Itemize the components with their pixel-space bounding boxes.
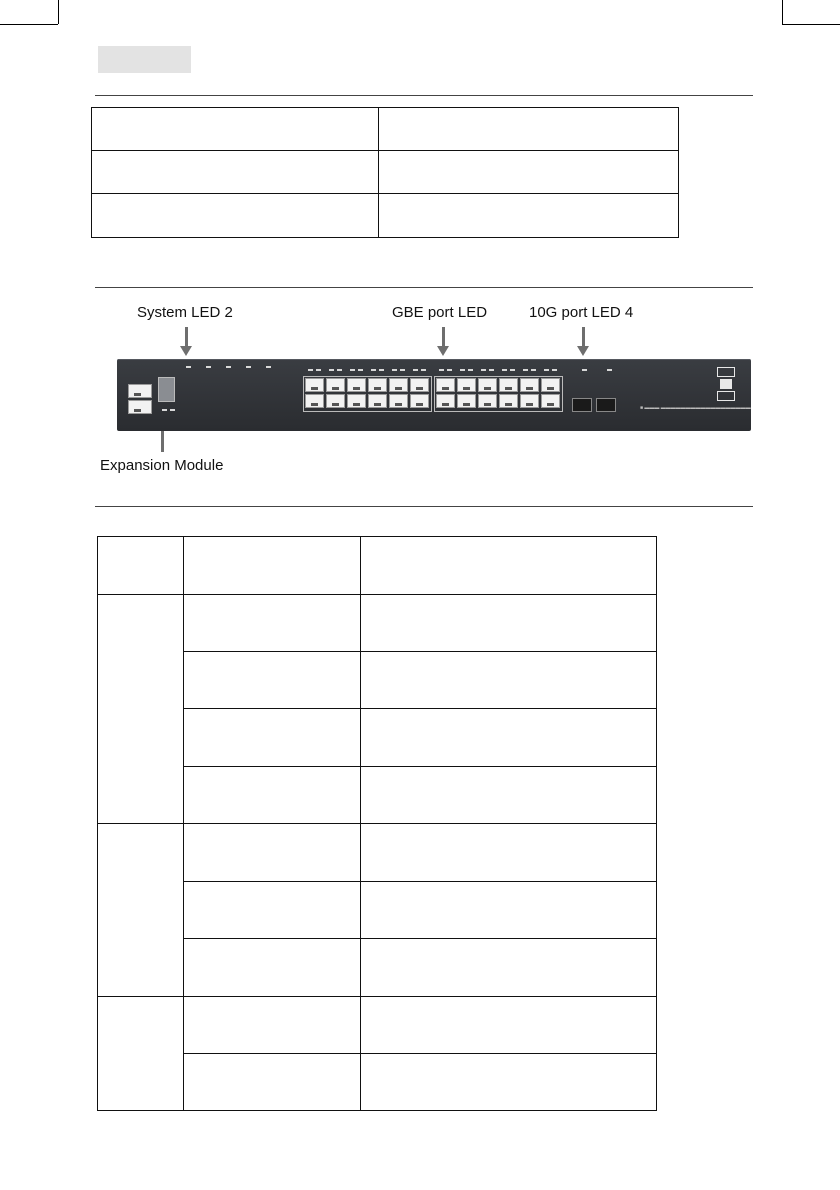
table-cell [360, 709, 656, 767]
gbe-port-led [531, 369, 536, 371]
arrow-down-icon [582, 327, 585, 348]
group-cell [98, 824, 184, 997]
table-header-cell [98, 537, 184, 595]
callout-expansion-module: Expansion Module [100, 457, 224, 474]
table-cell [378, 108, 679, 151]
gbe-port-led [421, 369, 426, 371]
gbe-port-led [350, 369, 355, 371]
table-cell [360, 997, 656, 1054]
rj45-port [478, 378, 497, 392]
system-led [186, 366, 191, 368]
gbe-port-led [413, 369, 418, 371]
crop-mark-top-right-v [782, 0, 783, 24]
rj45-port [541, 394, 560, 408]
section-rule-1 [95, 95, 753, 96]
table-row [92, 151, 679, 194]
table-header-cell [183, 537, 360, 595]
system-led [246, 366, 251, 368]
led-table [97, 536, 657, 1111]
section-rule-3 [95, 506, 753, 507]
table-cell [183, 595, 360, 652]
gbe-port-led [439, 369, 444, 371]
rj45-port [499, 394, 518, 408]
table-cell [183, 882, 360, 939]
rj45-port [389, 394, 408, 408]
levelone-logo [717, 367, 735, 403]
table-cell [183, 824, 360, 882]
system-led [226, 366, 231, 368]
rj45-port [305, 378, 324, 392]
arrow-up-icon [161, 428, 164, 452]
table-cell [360, 1054, 656, 1111]
table-cell [92, 194, 379, 238]
rj45-port [368, 378, 387, 392]
crop-mark-top-left-v [58, 0, 59, 24]
table-header-row [98, 537, 657, 595]
expansion-led [170, 409, 175, 411]
rj45-port [389, 378, 408, 392]
gbe-port-led [392, 369, 397, 371]
table-cell [360, 595, 656, 652]
group-cell [98, 997, 184, 1111]
callout-system-led: System LED 2 [137, 304, 233, 321]
table-cell [360, 767, 656, 824]
table-row [98, 997, 657, 1054]
table-cell [183, 1054, 360, 1111]
gbe-port-led [358, 369, 363, 371]
table-cell [378, 151, 679, 194]
rj45-port [436, 394, 455, 408]
gbe-port-led [510, 369, 515, 371]
system-led [206, 366, 211, 368]
table-cell [183, 709, 360, 767]
gbe-port-led [502, 369, 507, 371]
rj45-port [436, 378, 455, 392]
spec-table [91, 107, 679, 238]
sfp-port [596, 398, 616, 412]
rj45-port [499, 378, 518, 392]
expansion-led [162, 409, 167, 411]
rj45-port [520, 378, 539, 392]
management-port [128, 400, 152, 414]
rj45-port [457, 394, 476, 408]
table-header-cell [360, 537, 656, 595]
rj45-port [368, 394, 387, 408]
crop-mark-top-right-h [782, 24, 840, 25]
gbe-port-led [316, 369, 321, 371]
rj45-port [520, 394, 539, 408]
gbe-port-led [489, 369, 494, 371]
rj45-port [347, 394, 366, 408]
gbe-port-led [544, 369, 549, 371]
table-cell [378, 194, 679, 238]
gbe-port-led [460, 369, 465, 371]
table-cell [360, 939, 656, 997]
table-row [98, 824, 657, 882]
table-cell [183, 997, 360, 1054]
arrow-down-icon [442, 327, 445, 348]
switch-front-panel [117, 359, 751, 431]
gbe-port-led [379, 369, 384, 371]
table-row [98, 595, 657, 652]
10g-port-led [582, 369, 587, 371]
gbe-port-led [329, 369, 334, 371]
table-cell [360, 824, 656, 882]
gbe-port-led [337, 369, 342, 371]
group-cell [98, 595, 184, 824]
rj45-port [478, 394, 497, 408]
table-row [92, 194, 679, 238]
gbe-port-led [468, 369, 473, 371]
section-label-box [98, 46, 191, 73]
table-cell [360, 652, 656, 709]
gbe-port-led [481, 369, 486, 371]
table-cell [183, 767, 360, 824]
table-cell [183, 939, 360, 997]
table-cell [92, 151, 379, 194]
gbe-port-led [523, 369, 528, 371]
section-rule-2 [95, 287, 753, 288]
rj45-port [541, 378, 560, 392]
table-cell [92, 108, 379, 151]
crop-mark-top-left-h [0, 24, 58, 25]
callout-10g-port-led: 10G port LED 4 [529, 304, 634, 321]
gbe-port-led [552, 369, 557, 371]
gbe-port-led [371, 369, 376, 371]
10g-port-led [607, 369, 612, 371]
gbe-port-led [308, 369, 313, 371]
gbe-port-led [400, 369, 405, 371]
table-row [92, 108, 679, 151]
table-cell [360, 882, 656, 939]
sfp-port [572, 398, 592, 412]
rj45-port [410, 394, 429, 408]
rj45-port [457, 378, 476, 392]
model-label-print: ■ ▬▬▬ ▬▬▬▬▬▬▬▬▬▬▬▬▬▬▬▬▬▬ [640, 405, 751, 411]
rj45-port [410, 378, 429, 392]
system-led [266, 366, 271, 368]
callout-gbe-port-led: GBE port LED [392, 304, 488, 321]
rj45-port [347, 378, 366, 392]
gbe-port-led [447, 369, 452, 371]
arrow-down-icon [185, 327, 188, 348]
table-cell [183, 652, 360, 709]
rj45-port [305, 394, 324, 408]
rj45-port [326, 394, 345, 408]
expansion-module-slot [158, 377, 175, 402]
console-port [128, 384, 152, 398]
rj45-port [326, 378, 345, 392]
